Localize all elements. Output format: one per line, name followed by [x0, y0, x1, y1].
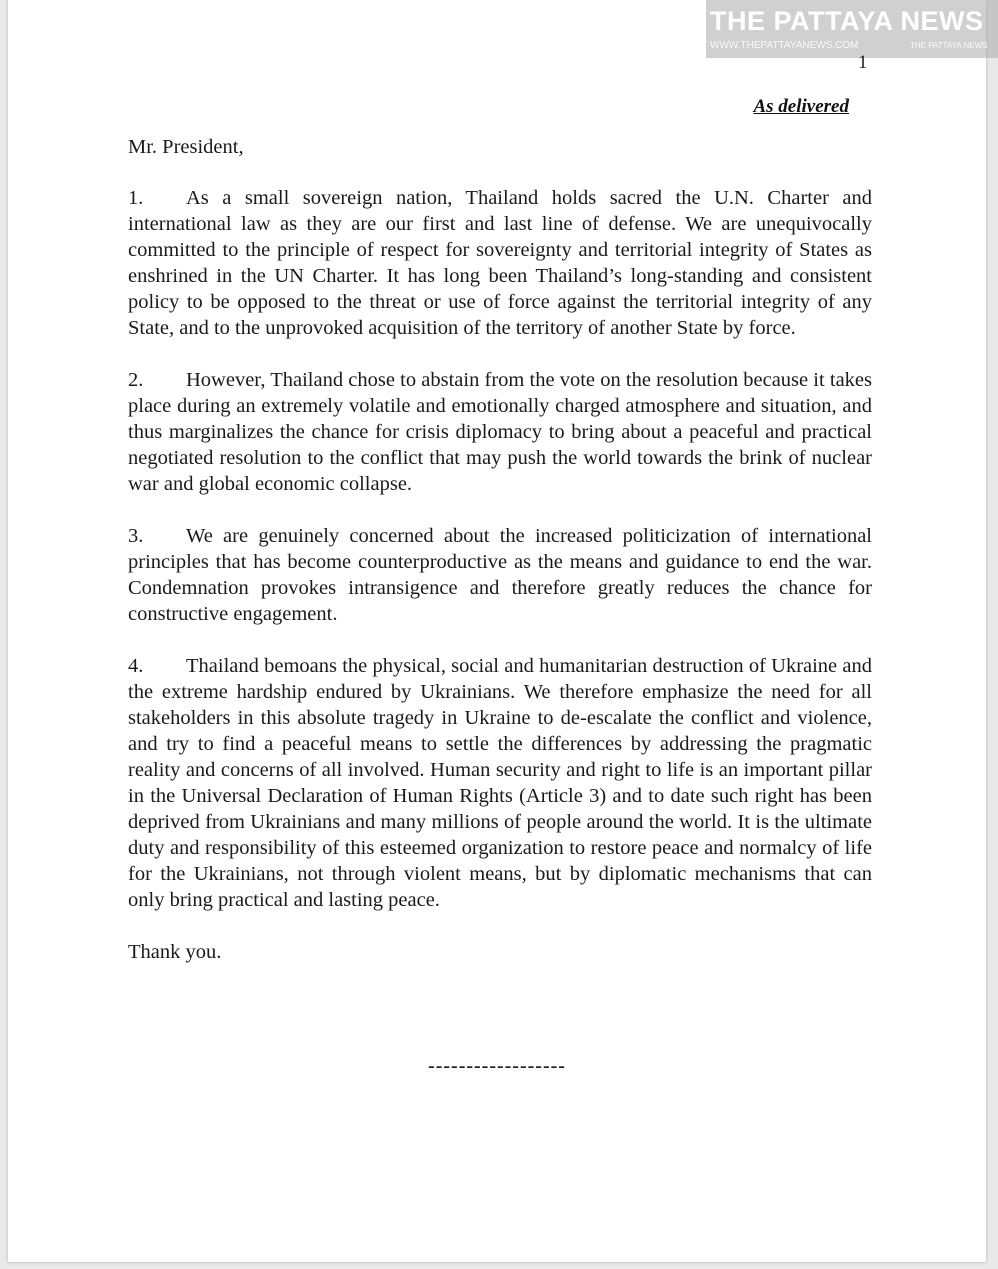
- paragraph-3: [128, 523, 872, 627]
- document-page: [8, 0, 986, 1262]
- paragraph-number: 1.: [128, 187, 144, 209]
- paragraph-4: [128, 653, 872, 913]
- end-divider: ------------------: [428, 1055, 566, 1077]
- paragraph-number: 3.: [128, 525, 144, 547]
- paragraph-2: [128, 367, 872, 497]
- watermark-logo: [706, 0, 998, 58]
- watermark-url-secondary: THE PATTAYA NEWS: [910, 41, 988, 50]
- watermark-brand: THE PATTAYA NEWS: [710, 6, 984, 36]
- watermark-url: WWW.THEPATTAYANEWS.COM: [710, 40, 859, 51]
- page-number: 1: [858, 52, 868, 73]
- paragraph-text: We are genuinely concerned about the increased politicization of international principles that has become counterproductive as the means and guidance to end the war. Condemnation provokes intransigence and therefore greatly reduces the chance for constructive engagement.: [128, 525, 872, 625]
- statement-body: [128, 134, 872, 965]
- paragraph-1: [128, 185, 872, 341]
- salutation: Mr. President,: [128, 136, 244, 158]
- closing: Thank you.: [128, 941, 222, 963]
- paragraph-text: However, Thailand chose to abstain from the vote on the resolution because it takes place during an extremely volatile and emotionally charged atmosphere and situation, and thus marginalizes the chance for crisis diplomacy to bring about a peaceful and practical negotiated resolution to the conflict that may push the world towards the brink of nuclear war and global economic collapse.: [128, 369, 872, 495]
- paragraph-number: 2.: [128, 369, 144, 391]
- paragraph-number: 4.: [128, 655, 144, 677]
- paragraph-text: Thailand bemoans the physical, social and humanitarian destruction of Ukraine and the extreme hardship endured by Ukrainians. We therefore emphasize the need for all stakeholders in this absolute tragedy in Ukraine to de-escalate the conflict and violence, and try to find a peaceful means to settle the differences by addressing the pragmatic reality and concerns of all involved. Human security and right to life is an important pillar in the Universal Declaration of Human Rights (Article 3) and to date such right has been deprived from Ukrainians and many millions of people around the world. It is the ultimate duty and responsibility of this esteemed organization to restore peace and normalcy of life for the Ukrainians, not through violent means, but by diplomatic mechanisms that can only bring practical and lasting peace.: [128, 655, 872, 911]
- delivery-note: As delivered: [753, 96, 849, 117]
- paragraph-text: As a small sovereign nation, Thailand holds sacred the U.N. Charter and international law as they are our first and last line of defense. We are unequivocally committed to the principle of respect for sovereignty and territorial integrity of States as enshrined in the UN Charter. It has long been Thailand’s long-standing and consistent policy to be opposed to the threat or use of force against the territorial integrity of any State, and to the unprovoked acquisition of the territory of another State by force.: [128, 187, 872, 339]
